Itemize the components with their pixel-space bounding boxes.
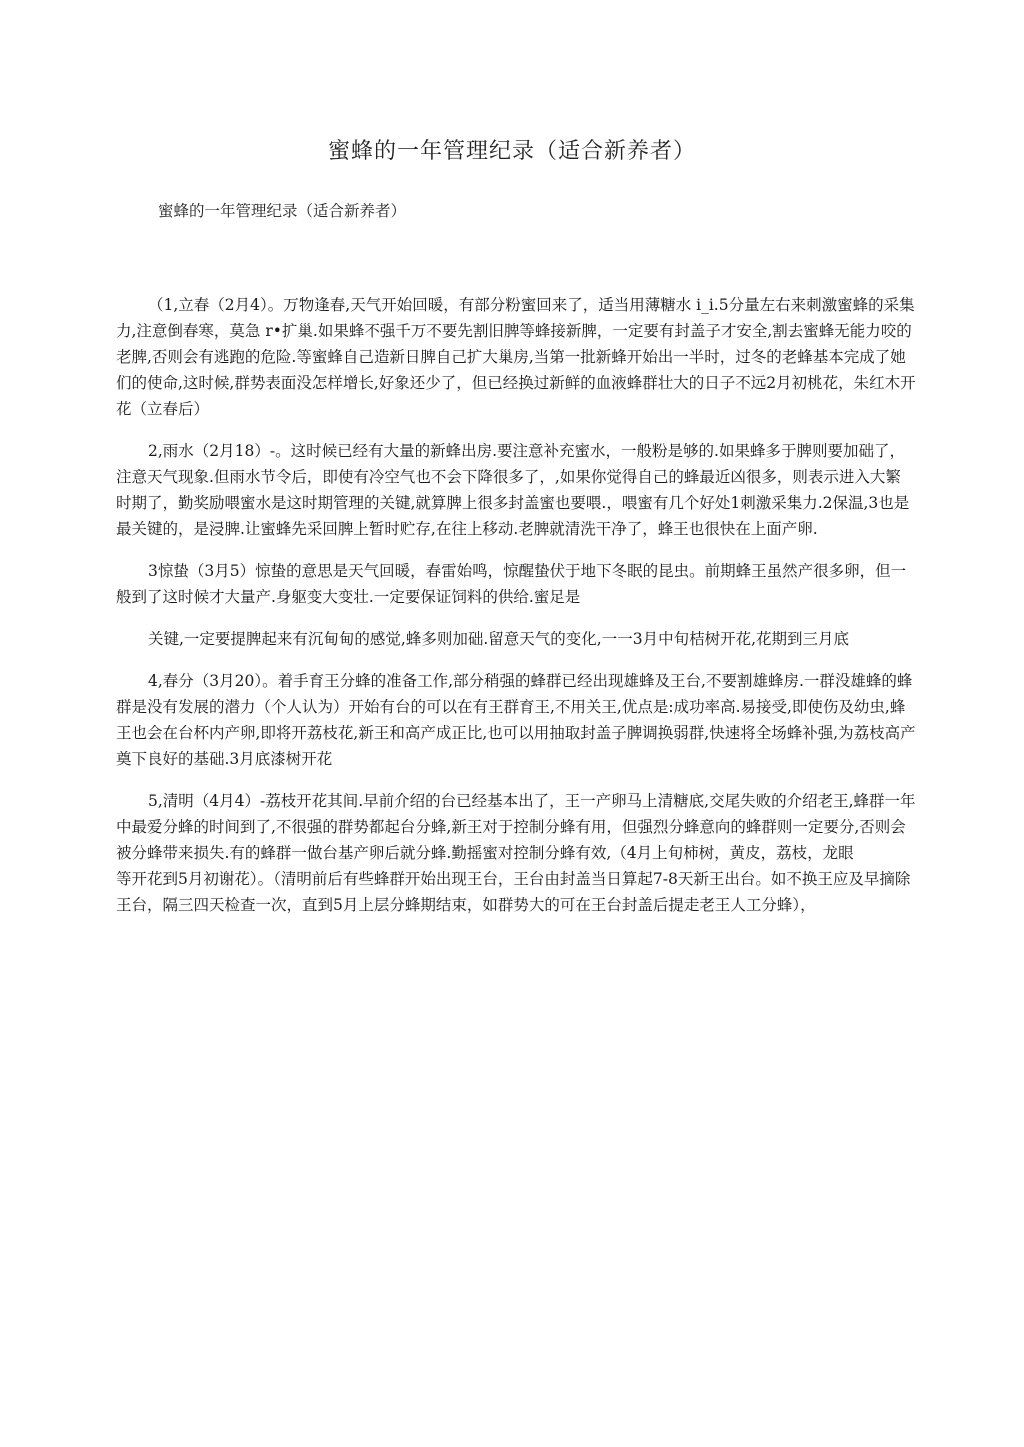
- paragraph-jingzhe: [116, 558, 916, 610]
- paragraph-chunfen-text: 4,春分（3月20）。着手育王分蜂的准备工作,部分稍强的蜂群已经出现雄蜂及王台,不要割雄蜂房.一群没雄蜂的蜂群是没有发展的潜力（个人认为）开始有台的可以在有王群育王,不用关王,优点是:成功率高.易接受,即使伤及幼虫,蜂王也会在台杯内产卵,即将开荔枝花,新王和高产成正比,也可以用抽取封盖子脾调换弱群,快速将全场蜂补强,为荔枝高产奠下良好的基础.3月底漆树开花: [116, 672, 916, 768]
- paragraph-jingzhe-continued: [116, 626, 916, 652]
- paragraph-yushui: [116, 438, 916, 542]
- document-title: 蜜蜂的一年管理纪录（适合新养者）: [327, 139, 696, 164]
- paragraph-lichun: [116, 292, 916, 422]
- paragraph-jingzhe-text: 3惊蛰（3月5）惊蛰的意思是天气回暖，春雷始鸣，惊醒蛰伏于地下冬眠的昆虫。前期蜂王虽然产很多卵，但一般到了这时候才大量产.身躯变大变壮.一定要保证饲料的供给.蜜足是: [116, 562, 907, 606]
- paragraph-lichun-text: （1,立春（2月4）。万物逢春,天气开始回暖，有部分粉蜜回来了，适当用薄糖水 i_i.5分量左右来刺激蜜蜂的采集力,注意倒春寒，莫急 r•扩巢.如果蜂不强千万不要先割旧脾等蜂接新脾，一定要有封盖子才安全,割去蜜蜂无能力咬的老脾,否则会有逃跑的危险.等蜜蜂自己造新日脾自己扩大巢房,当第一批新蜂开始出一半时，过冬的老蜂基本完成了她们的使命,这时候,群势表面没怎样增长,好象还少了，但已经换过新鲜的血液蜂群壮大的日子不远2月初桃花，朱红木开花（立春后）: [116, 296, 916, 418]
- paragraph-qingming-text: 5,清明（4月4）-荔枝开花其间.早前介绍的台已经基本出了，王一产卵马上清糖底,交尾失败的介绍老王,蜂群一年中最爱分蜂的时间到了,不很强的群势都起台分蜂,新王对于控制分蜂有用，但强烈分蜂意向的蜂群则一定要分,否则会被分蜂带来损失.有的蜂群一做台基产卵后就分蜂.勤摇蜜对控制分蜂有效,（4月上旬柿树，黄皮，荔枝，龙眼: [116, 792, 916, 862]
- paragraph-qingming-continued-text: 等开花到5月初谢花）。（清明前后有些蜂群开始出现王台，王台由封盖当日算起7-8天新王出台。如不换王应及早摘除王台，隔三四天检查一次，直到5月上层分蜂期结束，如群势大的可在王台封盖后提走老王人工分蜂），: [116, 870, 911, 914]
- paragraph-qingming: [116, 788, 916, 866]
- paragraph-chunfen: [116, 668, 916, 772]
- paragraph-jingzhe-continued-text: 关键,一定要提脾起来有沉甸甸的感觉,蜂多则加础.留意天气的变化,一一3月中旬桔树开花,花期到三月底: [148, 630, 849, 648]
- document-body: [116, 292, 916, 934]
- paragraph-yushui-text: 2,雨水（2月18）-。这时候已经有大量的新蜂出房.要注意补充蜜水，一般粉是够的.如果蜂多于脾则要加础了，注意天气现象.但雨水节令后，即使有冷空气也不会下降很多了，,如果你觉得自己的蜂最近凶很多，则表示进入大繁时期了，勤奖励喂蜜水是这时期管理的关键,就算脾上很多封盖蜜也要喂.，喂蜜有几个好处1刺激采集力.2保温,3也是最关键的，是浸脾.让蜜蜂先采回脾上暂时贮存,在往上移动.老脾就清洗干净了，蜂王也很快在上面产卵.: [116, 442, 910, 538]
- paragraph-qingming-continued: [116, 866, 916, 918]
- document-subtitle: 蜜蜂的一年管理纪录（适合新养者）: [158, 202, 407, 220]
